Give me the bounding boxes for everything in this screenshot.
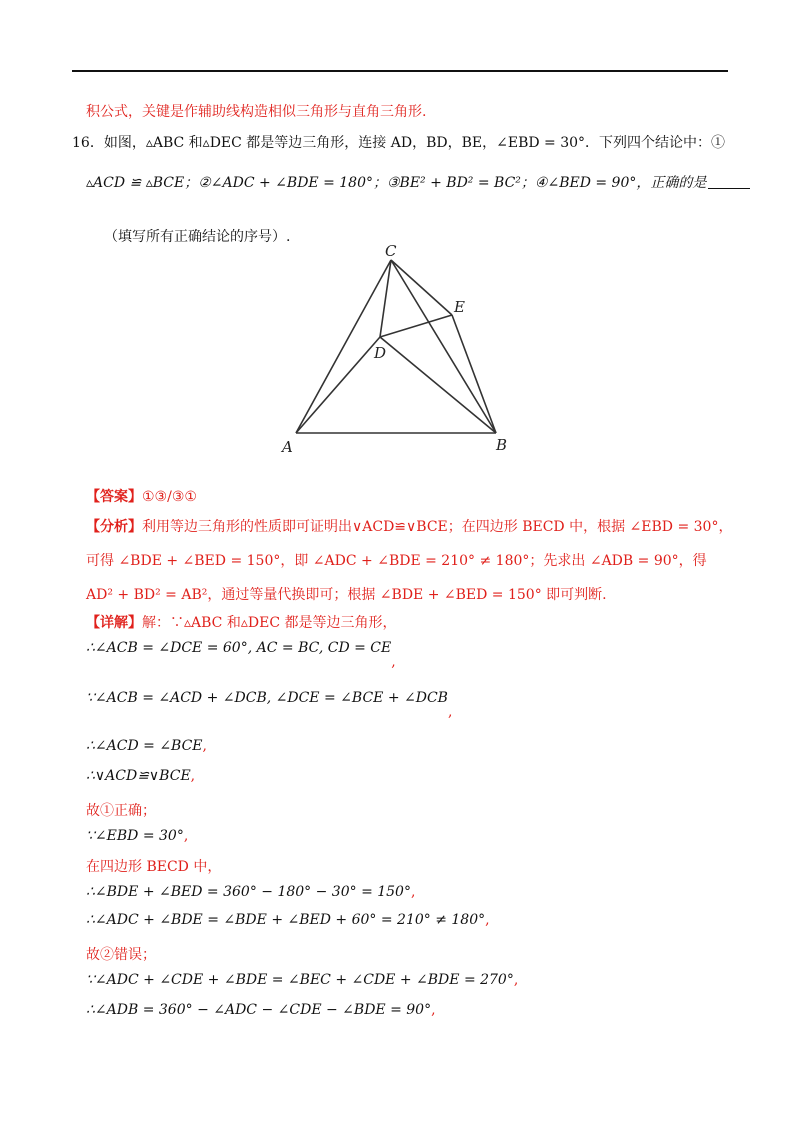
label-A: A: [282, 438, 293, 456]
question-text: ▵ACD ≌ ▵BCE；②∠ADC + ∠BDE = 180°；③BE² + BD² = BC²；④∠BED = 90°，正确的是: [86, 175, 707, 191]
analysis-text: 可得 ∠BDE + ∠BED = 150°，即 ∠ADC + ∠BDE = 210° ≠ 180°；先求出 ∠ADB = 90°，得: [86, 553, 707, 569]
step-punct: ,: [485, 912, 490, 928]
analysis-text: 利用等边三角形的性质即可证明出∨ACD≌∨BCE；在四边形 BECD 中，根据 ∠EBD = 30°，: [142, 519, 733, 535]
question-number: 16．: [72, 135, 104, 151]
step-math: ∴∠BDE + ∠BED = 360° − 180° − 30° = 150°: [86, 884, 411, 900]
step-punct: ,: [513, 972, 519, 988]
step-6: [86, 828, 188, 844]
analysis-line2: [86, 550, 707, 570]
answer-text: ①③/③①: [142, 489, 197, 505]
segment-CE: [391, 260, 452, 315]
step-4: [86, 768, 195, 784]
segment-AD: [296, 337, 380, 433]
analysis-tag: 【分析】: [86, 519, 142, 535]
figure-lines: [296, 260, 496, 433]
step-math: ∴∨ACD≌∨BCE: [86, 768, 191, 784]
step-math: ∴∠ACB = ∠DCE = 60°, AC = BC, CD = CE: [86, 640, 392, 656]
question-16-line2: [86, 172, 750, 192]
detail-line0: [86, 612, 396, 632]
segment-DE: [380, 315, 452, 337]
step-9: [86, 912, 490, 928]
header-rule: [72, 70, 728, 72]
step-math: ∴∠ADC + ∠BDE = ∠BDE + ∠BED + 60° = 210° ≠ 180°: [86, 912, 486, 928]
step-math: ∵∠ADC + ∠CDE + ∠BDE = ∠BEC + ∠CDE + ∠BDE = 270°: [86, 972, 514, 988]
step-1: [86, 640, 396, 670]
step-punct: ,: [190, 768, 196, 784]
step-text: 故①正确；: [86, 803, 156, 819]
analysis-text: AD² + BD² = AB²，通过等量代换即可；根据 ∠BDE + ∠BED = 150° 即可判断.: [86, 587, 607, 603]
step-punct: ,: [431, 1002, 436, 1018]
question-text: 如图，▵ABC 和▵DEC 都是等边三角形，连接 AD，BD，BE，∠EBD = 30°．下列四个结论中：①: [103, 135, 726, 151]
step-7: [86, 856, 221, 876]
step-math: ∴∠ADB = 360° − ∠ADC − ∠CDE − ∠BDE = 90°: [86, 1002, 432, 1018]
label-C: C: [385, 242, 397, 260]
step-math: ∴∠ACD = ∠BCE: [86, 738, 203, 754]
step-11: [86, 972, 518, 988]
step-text: 在四边形 BECD 中，: [86, 859, 222, 875]
step-12: [86, 1002, 436, 1018]
label-E: E: [454, 298, 465, 316]
prev-solution-tail: [86, 101, 426, 121]
label-B: B: [496, 436, 508, 454]
step-punct: ,: [410, 884, 416, 900]
segment-BC: [391, 260, 496, 433]
analysis-line3: [86, 584, 607, 604]
step-punct: ,: [202, 738, 207, 754]
step-5: [86, 800, 156, 820]
step-3: [86, 738, 207, 754]
step-10: [86, 944, 156, 964]
step-math: ∵∠EBD = 30°: [86, 828, 184, 844]
geometry-figure: [270, 240, 530, 460]
step-8: [86, 884, 415, 900]
question-text: （填写所有正确结论的序号）.: [104, 229, 291, 245]
question-16-line1: [72, 132, 725, 152]
answer-line: [86, 486, 197, 506]
step-punct: ,: [183, 828, 189, 844]
step-punct: ,: [447, 704, 453, 720]
step-punct: ,: [391, 654, 396, 670]
question-16-line3: [104, 226, 290, 246]
text-line: 积公式，关键是作辅助线构造相似三角形与直角三角形.: [86, 104, 427, 120]
step-math: ∵∠ACB = ∠ACD + ∠DCB, ∠DCE = ∠BCE + ∠DCB: [86, 690, 448, 706]
analysis-line1: [86, 516, 732, 536]
answer-tag: 【答案】: [86, 489, 142, 505]
detail-tag: 【详解】: [86, 615, 142, 631]
answer-blank: [708, 187, 750, 189]
detail-text: 解：∵▵ABC 和▵DEC 都是等边三角形，: [142, 615, 397, 631]
label-D: D: [374, 344, 387, 362]
step-text: 故②错误；: [86, 947, 156, 963]
step-2: [86, 690, 453, 720]
